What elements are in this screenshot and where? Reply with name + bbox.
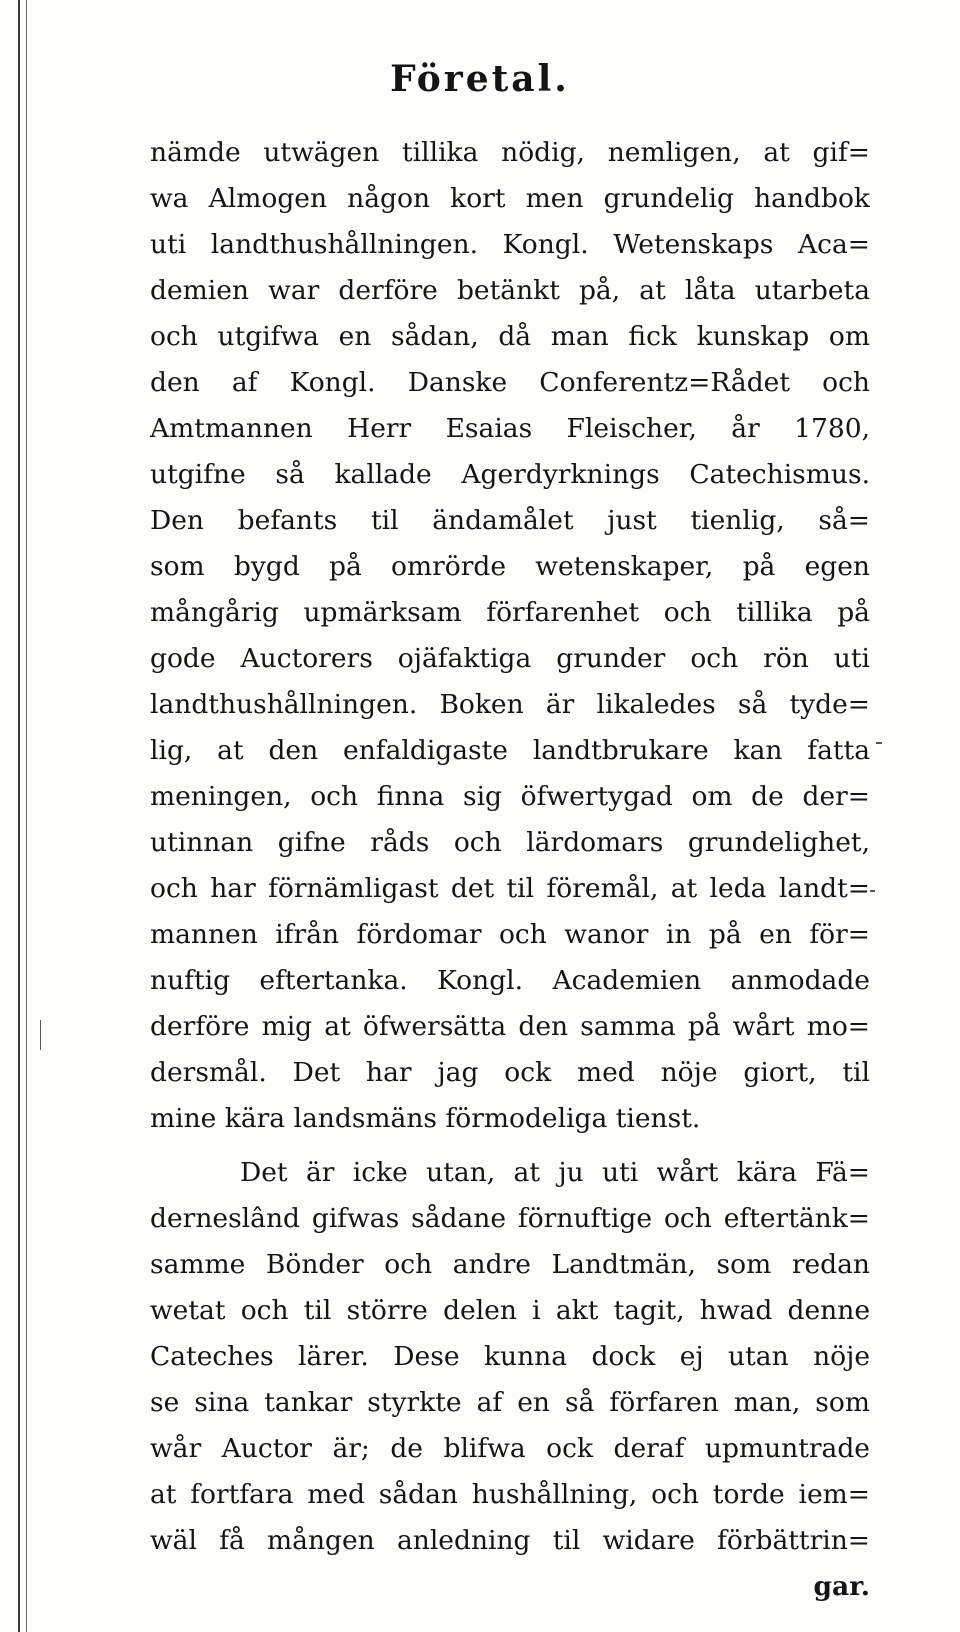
text-line: gode Auctorers ojäfaktiga grunder och rön uti (150, 643, 870, 674)
text-line: och utgifwa en sådan, då man fick kunskap om (150, 321, 870, 352)
text-line: lig, at den enfaldigaste landtbrukare kan fatta (150, 735, 870, 766)
text-line: meningen, och finna sig öfwertygad om de der= (150, 781, 870, 812)
text-line: mannen ifrån fördomar och wanor in på en för= (150, 919, 870, 950)
text-line: Den befants til ändamålet just tienlig, så= (150, 505, 870, 536)
running-head: Företal. (390, 58, 570, 100)
text-line: och har förnämligast det til föremål, at leda landt= (150, 873, 870, 904)
text-line: mine kära landsmäns förmodeliga tienst. (150, 1103, 701, 1134)
catchword: gar. (813, 1571, 870, 1602)
paragraph-1 (150, 130, 870, 1142)
text-line: nämde utwägen tillika nödig, nemligen, at gif= (150, 137, 870, 168)
text-line: landthushållningen. Boken är likaledes så tyde= (150, 689, 870, 720)
gutter-rule (18, 0, 20, 1632)
text-line: wår Auctor är; de blifwa ock deraf upmuntrade (150, 1433, 870, 1464)
text-line: nuftig eftertanka. Kongl. Academien anmodade (150, 965, 870, 996)
body-text (150, 130, 870, 1610)
margin-mark (876, 742, 882, 744)
margin-mark (40, 1020, 41, 1050)
text-line: wäl få mången anledning til widare förbättrin= (150, 1525, 870, 1556)
text-line: derneslând gifwas sådane förnuftige och eftertänk= (150, 1203, 870, 1234)
gutter-rule (26, 0, 27, 1632)
text-line: Det är icke utan, at ju uti wårt kära Fä= (240, 1157, 870, 1188)
text-line: demien war derföre betänkt på, at låta utarbeta (150, 275, 870, 306)
text-line: Cateches lärer. Dese kunna dock ej utan nöje (150, 1341, 870, 1372)
text-line: utgifne så kallade Agerdyrknings Catechismus. (150, 459, 870, 490)
text-line: at fortfara med sådan hushållning, och torde iem= (150, 1479, 870, 1510)
text-line: samme Bönder och andre Landtmän, som redan (150, 1249, 870, 1280)
paragraph-2 (150, 1150, 870, 1564)
text-line: utinnan gifne råds och lärdomars grundelighet, (150, 827, 870, 858)
text-line: wa Almogen någon kort men grundelig handbok (150, 183, 870, 214)
text-line: Amtmannen Herr Esaias Fleischer, år 1780, (150, 413, 870, 444)
text-line: som bygd på omrörde wetenskaper, på egen (150, 551, 870, 582)
text-line: uti landthushållningen. Kongl. Wetenskaps Aca= (150, 229, 870, 260)
text-line: derföre mig at öfwersätta den samma på wårt mo= (150, 1011, 870, 1042)
text-line: wetat och til större delen i akt tagit, hwad denne (150, 1295, 870, 1326)
text-line: se sina tankar styrkte af en så förfaren man, som (150, 1387, 870, 1418)
text-line: den af Kongl. Danske Conferentz=Rådet och (150, 367, 870, 398)
page-gutter (0, 0, 40, 1632)
text-line: dersmål. Det har jag ock med nöje giort, til (150, 1057, 870, 1088)
margin-mark (870, 890, 875, 892)
paragraph-gap (150, 1142, 870, 1150)
text-line: mångårig upmärksam förfarenhet och tillika på (150, 597, 870, 628)
